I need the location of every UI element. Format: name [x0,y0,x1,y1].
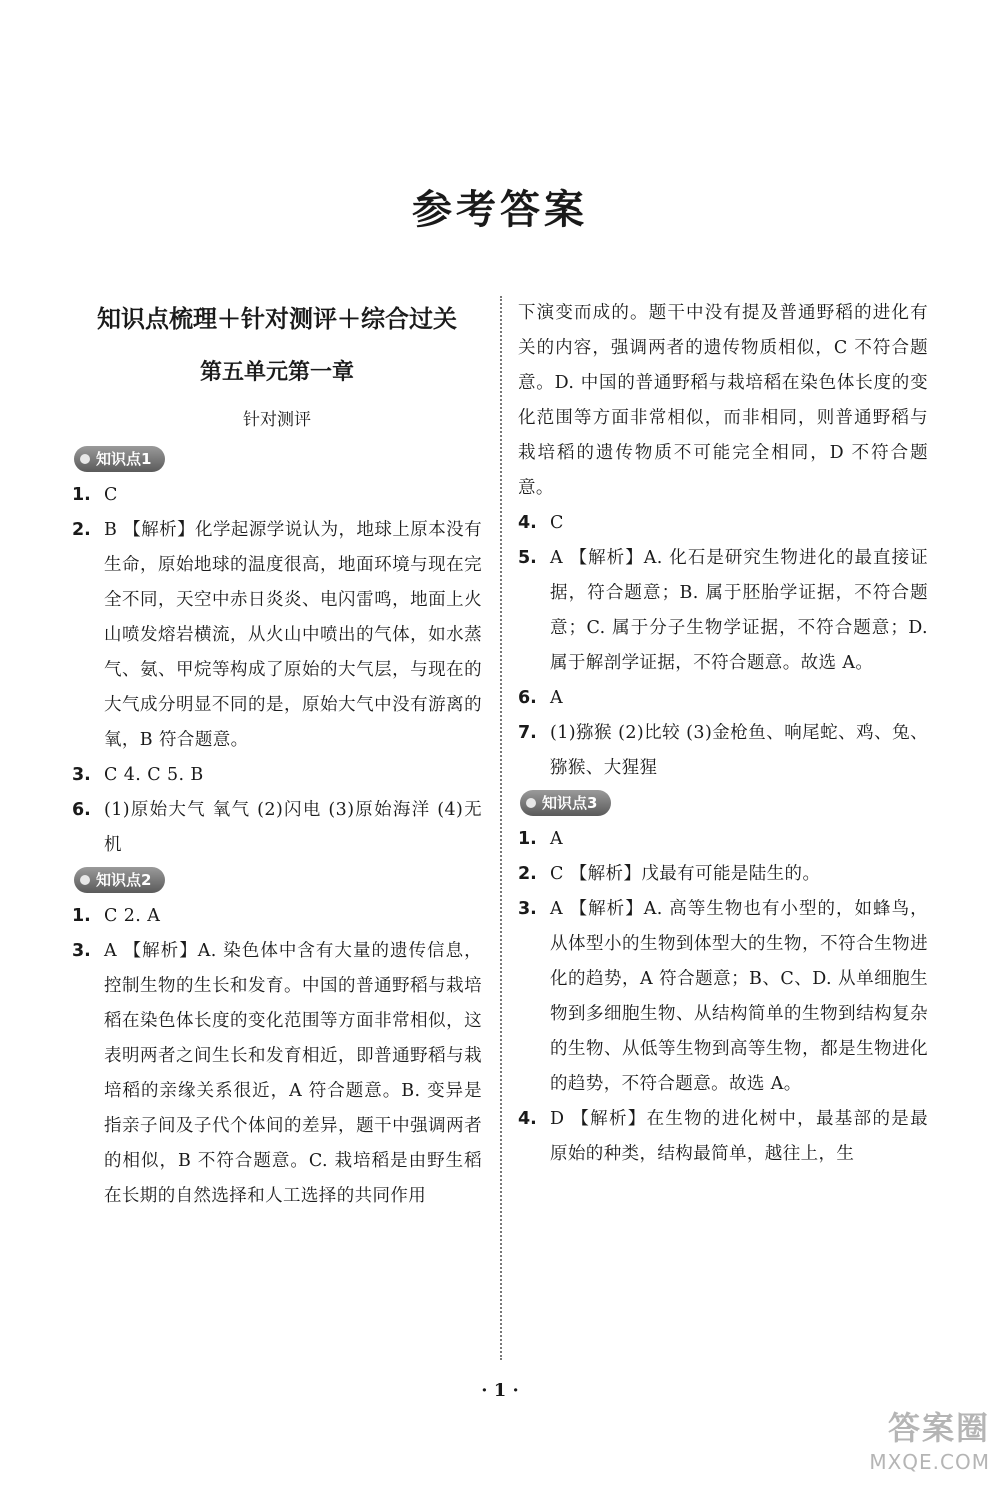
sub-heading: 针对测评 [243,410,311,430]
answer-text: C 2. A [104,906,161,926]
answer-text: A [550,688,564,708]
answer-text: A [550,829,564,849]
answer-item [72,899,482,934]
page-title: 参考答案 [412,187,588,233]
answer-number: 3. [518,899,537,919]
section-heading: 知识点梳理＋针对测评＋综合过关 [97,305,457,333]
answer-number: 3. [72,765,91,785]
answer-number: 7. [518,723,537,743]
answer-number: 4. [518,513,537,533]
answer-item [518,1102,928,1172]
answer-item [72,758,482,793]
answer-text: C [104,485,118,505]
answer-text: C [550,513,564,533]
answer-text: (1)原始大气 氧气 (2)闪电 (3)原始海洋 (4)无机 [104,800,482,855]
knowledge-point-badge: 知识点1 [74,446,165,472]
answer-number: 1. [518,829,537,849]
knowledge-point-badge: 知识点2 [74,867,165,893]
answer-number: 6. [72,800,91,820]
answer-item [518,716,928,786]
answer-text: A 【解析】A. 高等生物也有小型的，如蜂鸟，从体型小的生物到体型大的生物，不符合生物进化的趋势，A 符合题意；B、C、D. 从单细胞生物到多细胞生物、从结构简单的生物到结构复杂的生物、从低等生物到高等生物，都是生物进化的趋势，不符合题意。故选 A。 [550,899,928,1094]
answer-item [72,793,482,863]
answer-text: C 【解析】戊最有可能是陆生的。 [550,864,821,884]
answer-text: D 【解析】在生物的进化树中，最基部的是最原始的种类，结构最简单，越往上，生 [550,1109,928,1164]
answer-number: 5. [518,548,537,568]
answer-item [518,541,928,681]
answer-number: 2. [518,864,537,884]
answer-text: A 【解析】A. 染色体中含有大量的遗传信息，控制生物的生长和发育。中国的普通野稻与栽培稻在染色体长度的变化范围等方面非常相似，这表明两者之间生长和发育相近，即普通野稻与栽培稻的亲缘关系很近，A 符合题意。B. 变异是指亲子间及子代个体间的差异，题干中强调两者的相似，B 不符合题意。C. 栽培稻是由野生稻在长期的自然选择和人工选择的共同作用 [104,941,482,1206]
watermark-url: MXQE.COM [869,1450,990,1474]
answer-item [72,478,482,513]
answer-item [518,857,928,892]
answer-number: 1. [72,485,91,505]
answer-item [518,892,928,1102]
answer-text: (1)猕猴 (2)比较 (3)金枪鱼、响尾蛇、鸡、兔、猕猴、大猩猩 [550,723,928,778]
right-column [518,296,928,1172]
answer-text: C 4. C 5. B [104,765,204,785]
answer-item [518,822,928,857]
answer-number: 3. [72,941,91,961]
answer-item [518,506,928,541]
left-column [72,296,482,1214]
answer-number: 1. [72,906,91,926]
page-number: · 1 · [481,1380,519,1401]
answer-number: 6. [518,688,537,708]
column-divider [500,296,502,1360]
knowledge-point-badge: 知识点3 [520,790,611,816]
answer-item [72,513,482,758]
answer-number: 4. [518,1109,537,1129]
answer-text: B 【解析】化学起源学说认为，地球上原本没有生命，原始地球的温度很高，地面环境与现在完全不同，天空中赤日炎炎、电闪雷鸣，地面上火山喷发熔岩横流，从火山中喷出的气体，如水蒸气、氨、甲烷等构成了原始的大气层，与现在的大气成分明显不同的是，原始大气中没有游离的氧，B 符合题意。 [104,520,482,750]
continued-text: 下演变而成的。题干中没有提及普通野稻的进化有关的内容，强调两者的遗传物质相似，C 不符合题意。D. 中国的普通野稻与栽培稻在染色体长度的变化范围等方面非常相似，而非相同，则普通野稻与栽培稻的遗传物质不可能完全相同，D 不符合题意。 [518,303,928,498]
watermark-logo-text: 答案圈 [887,1409,990,1447]
answer-item [518,681,928,716]
watermark [820,1408,990,1488]
answer-item [72,934,482,1214]
chapter-heading: 第五单元第一章 [199,359,354,385]
answer-text: A 【解析】A. 化石是研究生物进化的最直接证据，符合题意；B. 属于胚胎学证据，不符合题意；C. 属于分子生物学证据，不符合题意；D. 属于解剖学证据，不符合题意。故选 A。 [550,548,928,673]
answer-number: 2. [72,520,91,540]
